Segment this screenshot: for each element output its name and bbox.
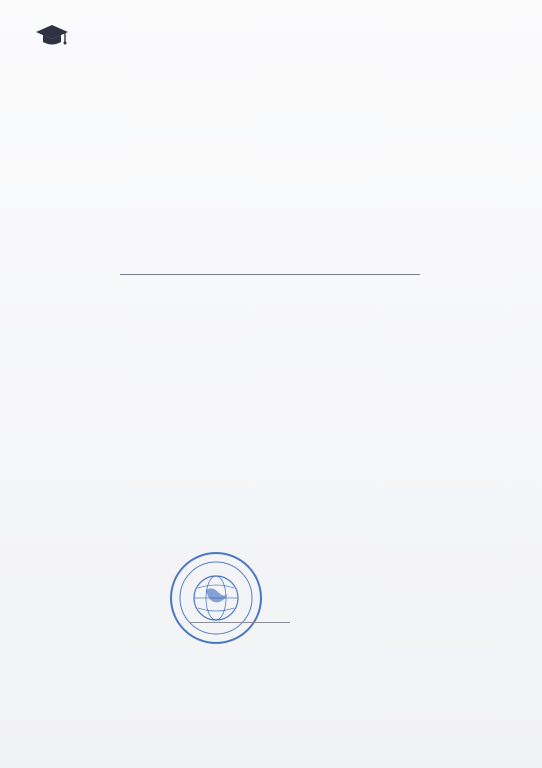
signature-line: [190, 622, 290, 623]
winner-underline: [120, 274, 420, 275]
graduation-cap-icon: [34, 24, 70, 48]
official-seal-stamp: [168, 550, 264, 646]
